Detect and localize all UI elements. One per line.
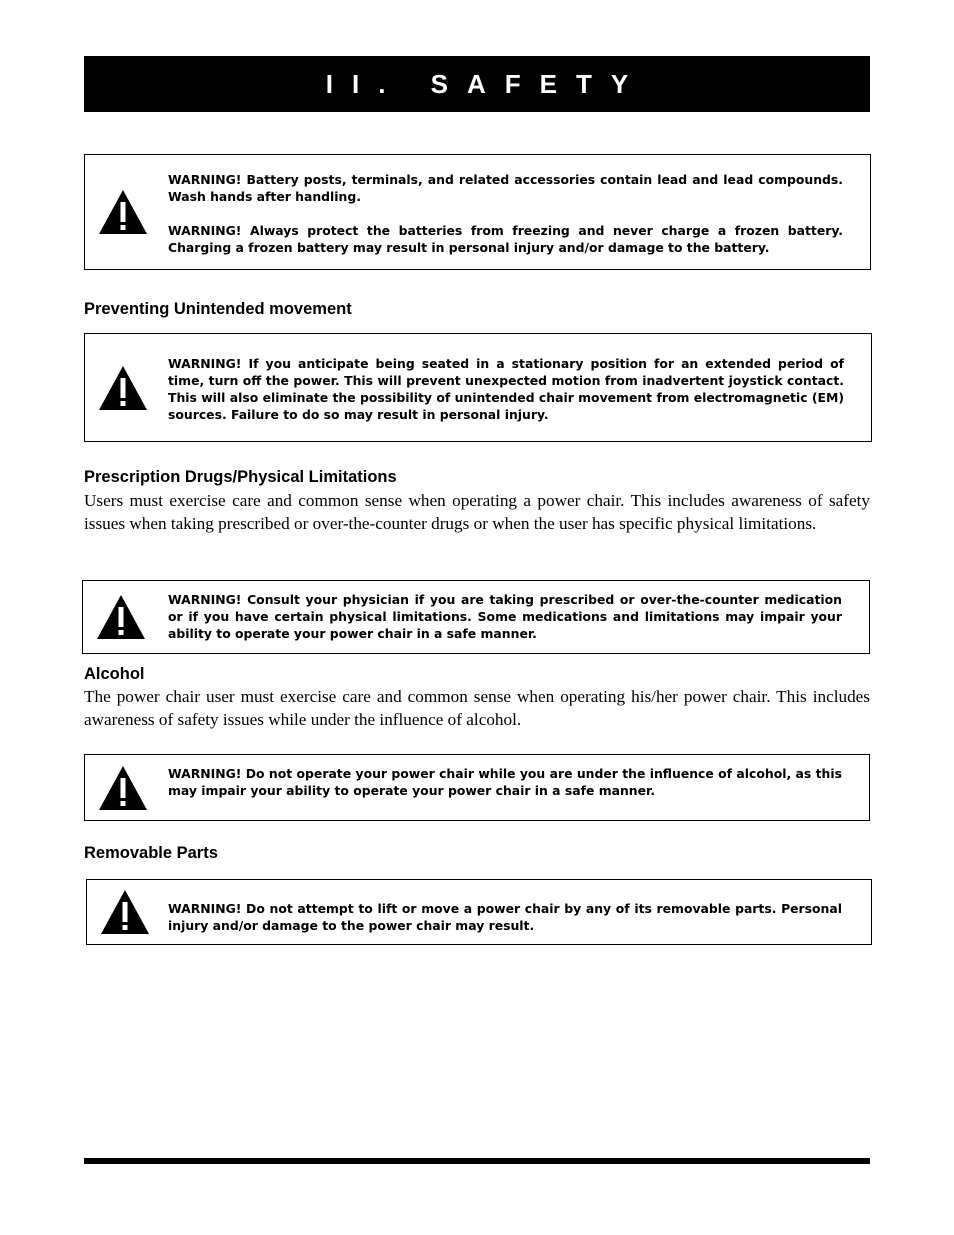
warning-box-unintended-movement — [84, 333, 872, 442]
footer-rule — [84, 1158, 870, 1164]
section-title-banner — [84, 56, 870, 112]
warning-triangle-icon — [100, 889, 150, 935]
warning-triangle-icon — [96, 594, 146, 640]
heading-unintended-movement: Preventing Unintended movement — [84, 300, 352, 318]
heading-removable-parts: Removable Parts — [84, 844, 218, 862]
paragraph-prescription: Users must exercise care and common sense when operating a power chair. This includes awareness of safety issues when taking prescribed or over-the-counter drugs or when the user has specific physical limitations. — [84, 491, 870, 533]
heading-prescription: Prescription Drugs/Physical Limitations — [84, 468, 397, 486]
warning-triangle-icon — [98, 365, 148, 411]
heading-alcohol: Alcohol — [84, 665, 145, 683]
section-title: II. SAFETY — [325, 68, 648, 99]
warning-box-alcohol — [84, 754, 870, 821]
warning-text: WARNING! Battery posts, terminals, and related accessories contain lead and lead compounds. Wash hands after handling. — [168, 172, 843, 204]
warning-text: WARNING! Always protect the batteries from freezing and never charge a frozen battery. Charging a frozen battery may result in personal injury and/or damage to the battery. — [168, 223, 843, 255]
warning-text: WARNING! If you anticipate being seated in a stationary position for an extended period of time, turn off the power. This will prevent unexpected motion from inadvertent joystick contact. This will also eliminate the possibility of unintended chair movement from electromagnetic (EM) sources. Failure to do so may result in personal injury. — [168, 356, 844, 422]
warning-text: WARNING! Do not attempt to lift or move a power chair by any of its removable parts. Personal injury and/or damage to the power chair may result. — [168, 901, 842, 933]
warning-box-medication — [82, 580, 870, 654]
warning-box-removable-parts — [86, 879, 872, 945]
warning-box-battery — [84, 154, 871, 270]
paragraph-alcohol: The power chair user must exercise care and common sense when operating his/her power chair. This includes awareness of safety issues while under the influence of alcohol. — [84, 687, 870, 729]
warning-text: WARNING! Do not operate your power chair while you are under the influence of alcohol, as this may impair your ability to operate your power chair in a safe manner. — [168, 766, 842, 798]
warning-text: WARNING! Consult your physician if you are taking prescribed or over-the-counter medication or if you have certain physical limitations. Some medications and limitations may impair your ability to operate your power chair in a safe manner. — [168, 592, 842, 641]
warning-triangle-icon — [98, 189, 148, 235]
warning-triangle-icon — [98, 765, 148, 811]
